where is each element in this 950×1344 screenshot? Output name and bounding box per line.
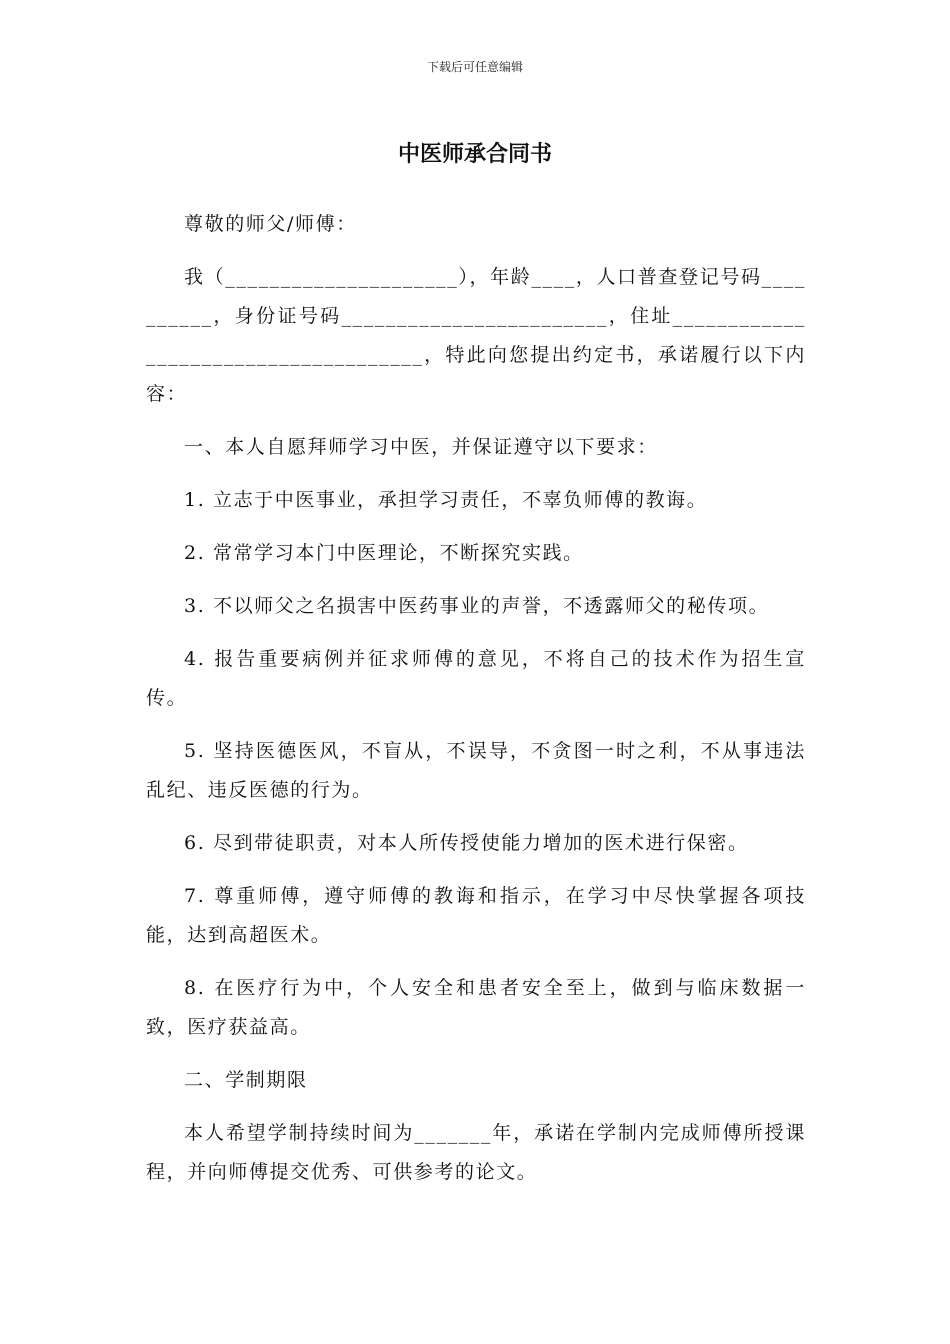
personal-info-paragraph: 我（_____________________），年龄____，人口普查登记号码__________，身份证号码________________________，住址_____________________________________，特此向您提出约定书，承诺履行以下内容： [146, 266, 806, 405]
study-duration-paragraph: 本人希望学制持续时间为_______年，承诺在学制内完成师傅所授课程，并向师傅提交优秀、可供参考的论文。 [146, 1122, 806, 1183]
header-note: 下载后可任意编辑 [426, 60, 523, 74]
requirement-2: 2. 常常学习本门中医理论，不断探究实践。 [184, 542, 584, 564]
requirement-5: 5. 坚持医德医风，不盲从，不误导，不贪图一时之利，不从事违法乱纪、违反医德的行为。 [146, 740, 806, 801]
section-2-heading: 二、学制期限 [184, 1069, 308, 1091]
document-body [146, 205, 806, 1206]
salutation: 尊敬的师父/师傅： [184, 213, 357, 235]
requirement-3: 3. 不以师父之名损害中医药事业的声誉，不透露师父的秘传项。 [184, 595, 770, 617]
requirement-1: 1. 立志于中医事业，承担学习责任，不辜负师傅的教诲。 [184, 489, 708, 511]
document-title: 中医师承合同书 [397, 142, 552, 167]
requirement-6: 6. 尽到带徒职责，对本人所传授使能力增加的医术进行保密。 [184, 832, 749, 854]
requirement-7: 7. 尊重师傅，遵守师傅的教诲和指示，在学习中尽快掌握各项技能，达到高超医术。 [146, 885, 806, 946]
requirement-4: 4. 报告重要病例并征求师傅的意见，不将自己的技术作为招生宣传。 [146, 648, 806, 709]
requirement-8: 8. 在医疗行为中，个人安全和患者安全至上，做到与临床数据一致，医疗获益高。 [146, 977, 806, 1038]
section-1-heading: 一、本人自愿拜师学习中医，并保证遵守以下要求： [184, 436, 658, 458]
